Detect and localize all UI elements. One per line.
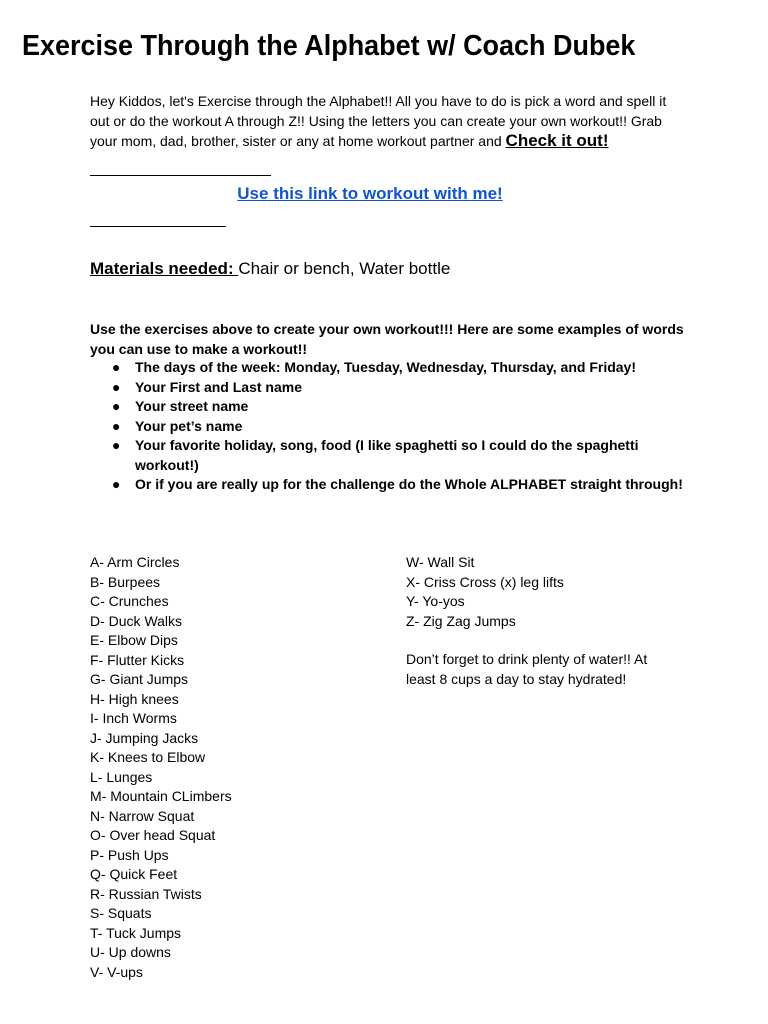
exercise-item: I- Inch Worms	[90, 710, 177, 726]
exercise-item: T- Tuck Jumps	[90, 924, 182, 941]
exercise-list-a-to-v	[90, 553, 232, 982]
exercise-item: N- Narrow Squat	[90, 807, 195, 824]
exercise-item: J- Jumping Jacks	[90, 729, 199, 746]
exercise-item: A- Arm Circles	[90, 554, 180, 570]
exercise-item: D- Duck Walks	[90, 612, 183, 629]
exercise-item: Y- Yo-yos	[406, 593, 465, 609]
materials-items: Chair or bench, Water bottle	[238, 259, 451, 278]
bullet-icon: ●	[112, 398, 121, 414]
exercise-item: F- Flutter Kicks	[90, 651, 185, 668]
exercise-item: X- Criss Cross (x) leg lifts	[406, 573, 564, 590]
exercise-item: L- Lunges	[90, 768, 153, 785]
intro-text: Hey Kiddos, let's Exercise through the Alphabet!! All you have to do is pick a word and spell it out or do the workout A through Z!! Using the letters you can create your own workout!! Grab your mom, dad, brother, sister or any at home workout partner and	[90, 93, 667, 149]
exercise-item: V- V-ups	[90, 963, 143, 980]
list-item	[90, 397, 690, 417]
exercise-item: U- Up downs	[90, 944, 171, 960]
exercise-item: S- Squats	[90, 905, 152, 921]
list-item-text: Your pet’s name	[135, 417, 243, 434]
intro-paragraph	[90, 92, 680, 152]
list-item	[90, 358, 690, 378]
exercise-item: W- Wall Sit	[406, 554, 475, 570]
examples-list	[90, 358, 690, 495]
exercise-item: B- Burpees	[90, 573, 161, 590]
bullet-icon: ●	[112, 417, 121, 434]
list-item-text: Your street name	[135, 398, 249, 414]
bullet-icon: ●	[112, 378, 121, 395]
list-item-text: Your favorite holiday, song, food (I like spaghetti so I could do the spaghetti workout!)	[135, 437, 639, 473]
divider-line	[90, 175, 271, 176]
page-title: Exercise Through the Alphabet w/ Coach Dubek	[22, 30, 636, 62]
exercise-item: Z- Zig Zag Jumps	[406, 612, 516, 629]
exercise-item: P- Push Ups	[90, 846, 169, 863]
list-item	[90, 475, 690, 495]
exercise-item: R- Russian Twists	[90, 885, 202, 902]
exercise-list-w-to-z	[406, 553, 564, 631]
materials-label: Materials needed:	[90, 259, 239, 278]
materials-needed	[90, 258, 450, 280]
instructions-text: Use the exercises above to create your own workout!!! Here are some examples of words you can use to make a workout!!	[90, 321, 684, 357]
bullet-icon: ●	[112, 359, 121, 375]
bullet-icon: ●	[112, 476, 121, 492]
list-item-text: Your First and Last name	[135, 378, 302, 395]
bullet-icon: ●	[112, 437, 121, 453]
exercise-item: G- Giant Jumps	[90, 671, 189, 687]
divider-line	[90, 226, 226, 227]
list-item-text: Or if you are really up for the challenge do the Whole ALPHABET straight through!	[135, 476, 683, 492]
exercise-item: M- Mountain CLimbers	[90, 788, 232, 804]
list-item	[90, 378, 690, 398]
exercise-item: K- Knees to Elbow	[90, 749, 206, 765]
list-item	[90, 417, 690, 437]
exercise-item: O- Over head Squat	[90, 827, 216, 843]
list-item	[90, 436, 690, 475]
water-reminder: Don’t forget to drink plenty of water!! At least 8 cups a day to stay hydrated!	[406, 651, 648, 687]
check-it-out-text: Check it out!	[505, 131, 609, 150]
exercise-item: E- Elbow Dips	[90, 632, 178, 648]
exercise-item: H- High knees	[90, 690, 179, 707]
exercise-item: Q- Quick Feet	[90, 866, 178, 882]
list-item-text: The days of the week: Monday, Tuesday, Wednesday, Thursday, and Friday!	[135, 359, 636, 375]
exercise-item: C- Crunches	[90, 593, 169, 609]
workout-link[interactable]: Use this link to workout with me!	[237, 184, 503, 203]
